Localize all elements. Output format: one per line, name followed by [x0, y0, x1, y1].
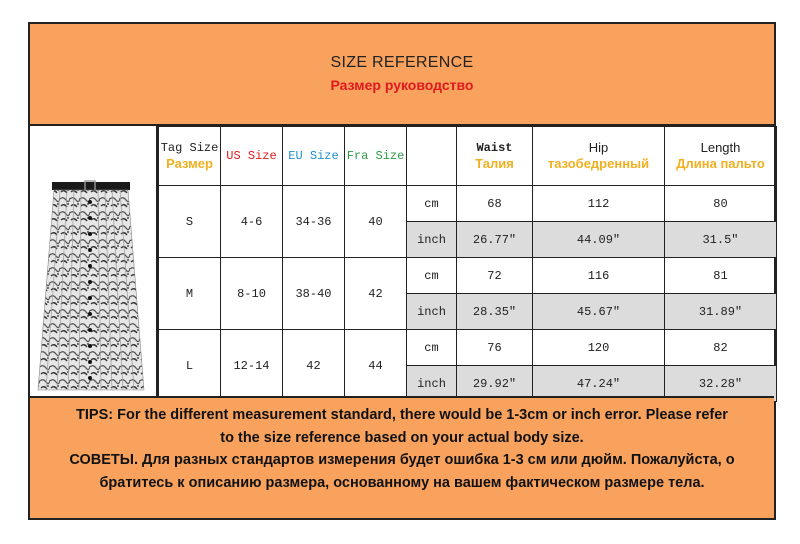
cell-hip-cm: 112 [533, 186, 665, 222]
cell-eu: 38-40 [283, 258, 345, 330]
cell-eu: 34-36 [283, 186, 345, 258]
cell-us: 4-6 [221, 186, 283, 258]
cell-unit-inch: inch [407, 294, 457, 330]
col-hip [533, 127, 665, 186]
product-image-cell [30, 126, 158, 396]
cell-unit-cm: cm [407, 330, 457, 366]
table-header-row [159, 127, 777, 186]
title-ru: Размер руководство [330, 77, 474, 93]
cell-unit-inch: inch [407, 366, 457, 402]
cell-waist-cm: 68 [457, 186, 533, 222]
cell-tag: S [159, 186, 221, 258]
cell-tag: M [159, 258, 221, 330]
tips-en-line2: to the size reference based on your actual body size. [220, 429, 584, 446]
col-waist-label: Waist [476, 141, 513, 155]
cell-hip-cm: 120 [533, 330, 665, 366]
col-hip-label-ru: тазобедренный [547, 156, 650, 171]
col-fra-size [345, 127, 407, 186]
cell-length-inch: 31.89″ [665, 294, 777, 330]
cell-tag: L [159, 330, 221, 402]
cell-waist-cm: 72 [457, 258, 533, 294]
cell-unit-cm: cm [407, 186, 457, 222]
col-fra-label: Fra Size [346, 149, 405, 163]
col-hip-label: Hip [588, 140, 609, 155]
cell-eu: 42 [283, 330, 345, 402]
cell-fra: 42 [345, 258, 407, 330]
cell-unit-cm: cm [407, 258, 457, 294]
table-row [159, 330, 777, 366]
col-length-label: Length [700, 140, 741, 155]
col-us-size: US Size [221, 127, 283, 186]
cell-us: 8-10 [221, 258, 283, 330]
cell-length-cm: 82 [665, 330, 777, 366]
cell-hip-cm: 116 [533, 258, 665, 294]
cell-hip-inch: 45.67″ [533, 294, 665, 330]
size-table [158, 126, 777, 402]
cell-length-cm: 81 [665, 258, 777, 294]
title-en: SIZE REFERENCE [330, 54, 474, 71]
cell-us: 12-14 [221, 330, 283, 402]
pleated-skirt-image [30, 126, 154, 396]
col-tag-size [159, 127, 221, 186]
cell-fra: 40 [345, 186, 407, 258]
col-waist-label-ru: Талия [475, 156, 514, 171]
cell-waist-inch: 29.92″ [457, 366, 533, 402]
cell-length-inch: 31.5″ [665, 222, 777, 258]
cell-hip-inch: 47.24″ [533, 366, 665, 402]
cell-fra: 44 [345, 330, 407, 402]
cell-unit-inch: inch [407, 222, 457, 258]
col-length-label-ru: Длина пальто [676, 156, 765, 171]
title-banner [30, 24, 774, 126]
cell-waist-cm: 76 [457, 330, 533, 366]
col-length [665, 127, 777, 186]
cell-waist-inch: 26.77″ [457, 222, 533, 258]
tips-banner [30, 396, 774, 518]
cell-length-inch: 32.28″ [665, 366, 777, 402]
cell-waist-inch: 28.35″ [457, 294, 533, 330]
col-unit [407, 127, 457, 186]
tips-ru-line1: СОВЕТЫ. Для разных стандартов измерения будет ошибка 1-3 см или дюйм. Пожалуйста, о [69, 452, 735, 468]
size-chart [28, 22, 776, 520]
cell-length-cm: 80 [665, 186, 777, 222]
table-row [159, 186, 777, 222]
col-eu-size: EU Size [283, 127, 345, 186]
tips-ru-line2: братитесь к описанию размера, основанному на вашем фактическом размере тела. [99, 474, 705, 491]
col-tag-label: Tag Size [160, 141, 219, 155]
col-tag-label-ru: Размер [166, 156, 213, 171]
col-waist [457, 127, 533, 186]
table-row [159, 258, 777, 294]
tips-en-line1: TIPS: For the different measurement standard, there would be 1-3cm or inch error. Please refer [76, 407, 728, 423]
cell-hip-inch: 44.09″ [533, 222, 665, 258]
